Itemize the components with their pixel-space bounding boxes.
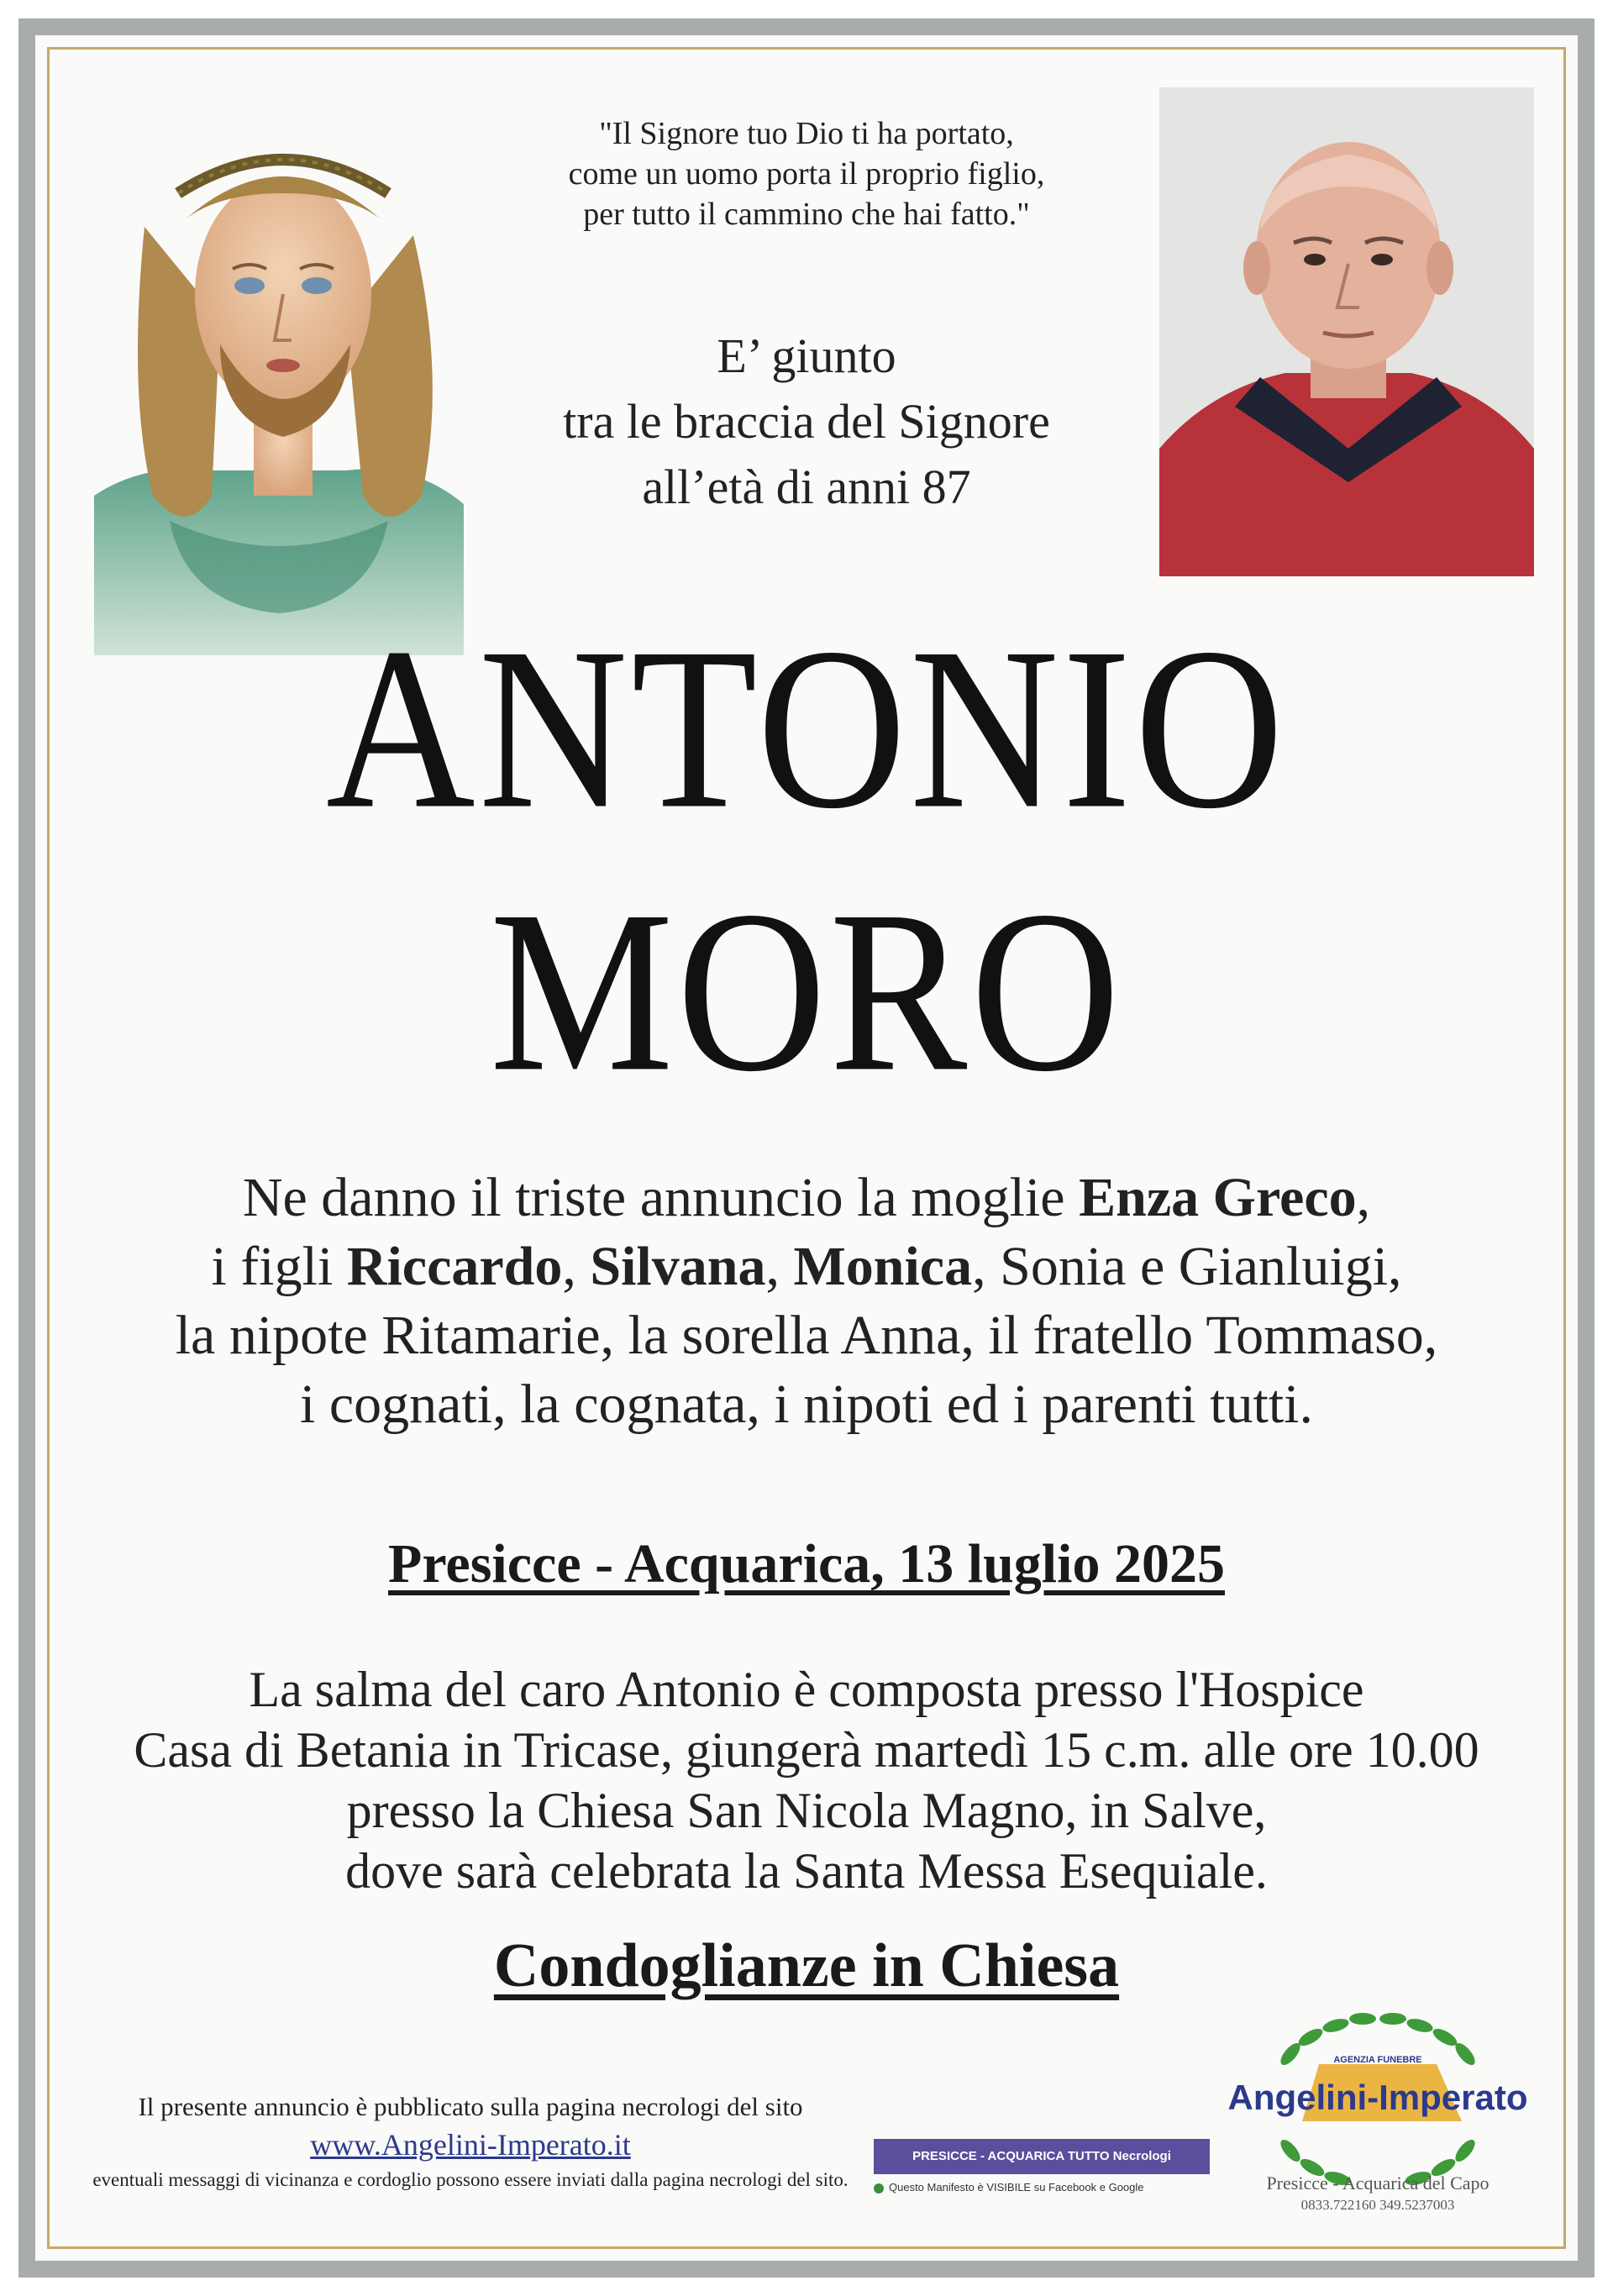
bible-quote [395,113,1218,234]
condolences-text: Condoglianze in Chiesa [493,1931,1120,2000]
place-date-text: Presicce - Acquarica, 13 luglio 2025 [388,1533,1225,1595]
announce-line-1 [67,1164,1546,1232]
footer-publication-info [76,2090,865,2194]
published-note: Il presente annuncio è pubblicato sulla pagina necrologi del sito [138,2092,803,2121]
agency-contacts [1218,2173,1537,2216]
passing-statement [437,323,1176,520]
deceased-first-name: ANTONIO [325,601,1287,857]
giunto-line-1: E’ giunto [717,328,896,383]
facebook-page-banner[interactable]: PRESICCE - ACQUARICA TUTTO Necrologi [874,2139,1210,2174]
deceased-last-name: MORO [489,864,1124,1120]
facebook-note-text: Questo Manifesto è VISIBILE su Facebook e Google [889,2181,1144,2194]
condolences-note [0,1928,1613,2004]
announce-text: , Sonia e Gianluigi, [972,1236,1402,1297]
announce-line-4: i cognati, la cognata, i nipoti ed i parenti tutti. [299,1374,1313,1435]
announce-text: Ne danno il triste annuncio la moglie [242,1167,1080,1228]
announce-line-3: la nipote Ritamarie, la sorella Anna, il fratello Tommaso, [175,1305,1438,1366]
funeral-line-2: Casa di Betania in Tricase, giungerà martedì 15 c.m. alle ore 10.00 [134,1722,1479,1778]
agency-name: Angelini-Imperato [1227,2078,1528,2117]
giunto-line-3: all’età di anni 87 [642,460,971,514]
funeral-line-1: La salma del caro Antonio è composta presso l'Hospice [249,1662,1364,1717]
quote-line-2: come un uomo porta il proprio figlio, [568,156,1045,192]
agency-location: Presicce - Acquarica del Capo [1266,2173,1490,2194]
announce-text: i figli [211,1236,347,1297]
funeral-details [50,1659,1563,1901]
quote-line-3: per tutto il cammino che hai fatto." [583,197,1030,232]
announce-line-2 [67,1232,1546,1301]
agency-website-link[interactable]: www.Angelini-Imperato.it [310,2128,631,2162]
announce-text: , [765,1236,794,1297]
announce-text: , [562,1236,591,1297]
place-and-date [0,1531,1613,1598]
funeral-line-4: dove sarà celebrata la Santa Messa Esequiale. [345,1843,1268,1899]
family-announcement [67,1164,1546,1439]
child-name-riccardo: Riccardo [346,1236,563,1297]
funeral-line-3: presso la Chiesa San Nicola Magno, in Salve, [346,1783,1267,1838]
child-name-silvana: Silvana [590,1236,766,1297]
giunto-line-2: tra le braccia del Signore [563,394,1050,449]
globe-icon [874,2183,884,2194]
facebook-visibility-note [874,2179,1227,2196]
child-name-monica: Monica [793,1236,973,1297]
agency-phones: 0833.722160 349.5237003 [1300,2197,1455,2213]
quote-line-1: "Il Signore tuo Dio ti ha portato, [599,116,1014,151]
agency-tag: AGENZIA FUNEBRE [1333,2055,1422,2065]
announce-text: , [1356,1167,1371,1228]
messages-note: eventuali messaggi di vicinanza e cordoglio possono essere inviati dalla pagina necrologi del sito. [92,2169,849,2190]
wife-name: Enza Greco [1079,1167,1357,1228]
